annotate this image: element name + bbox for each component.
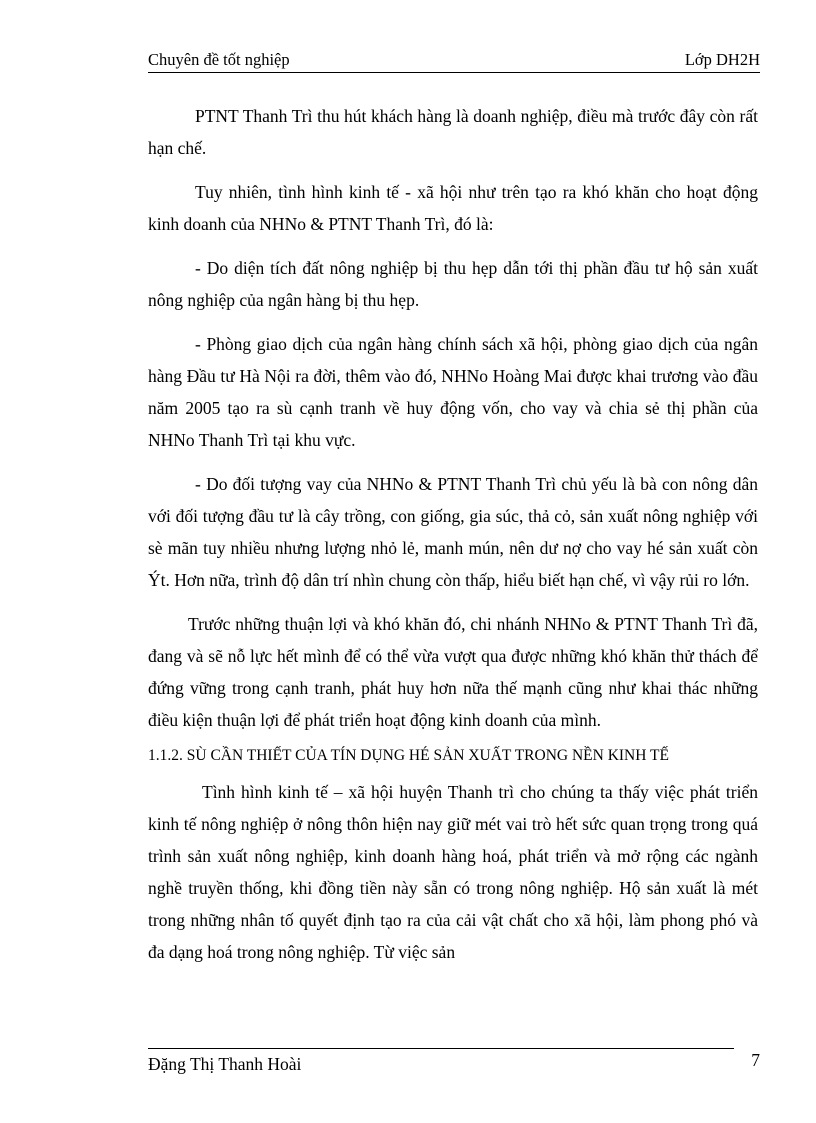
document-body bbox=[148, 100, 758, 980]
paragraph: PTNT Thanh Trì thu hút khách hàng là doanh nghiệp, điều mà trước đây còn rất hạn chế. bbox=[148, 106, 758, 158]
page-header bbox=[148, 50, 760, 73]
paragraph: - Do đối tượng vay của NHNo & PTNT Thanh Trì chủ yếu là bà con nông dân với đối tượng đầu tư là cây trồng, con giống, gia súc, thả cỏ, sản xuất nông nghiệp với sè mãn tuy nhiều nhưng lượng nhỏ lẻ, manh mún, nên dư nợ cho vay hé sản xuất còn Ýt. Hơn nữa, trình độ dân trí nhìn chung còn thấp, hiểu biết hạn chế, vì vậy rủi ro lớn. bbox=[148, 474, 758, 590]
section-heading: 1.1.2. SÙ CẦN THIẾT CỦA TÍN DỤNG HÉ SẢN XUẤT TRONG NỀN KINH TẾ bbox=[148, 747, 669, 764]
footer-divider bbox=[148, 1048, 734, 1049]
paragraph: - Phòng giao dịch của ngân hàng chính sách xã hội, phòng giao dịch của ngân hàng Đầu tư Hà Nội ra đời, thêm vào đó, NHNo Hoàng Mai được khai trương vào đầu năm 2005 tạo ra sù cạnh tranh về huy động vốn, cho vay và chia sẻ thị phần của NHNo Thanh Trì tại khu vực. bbox=[148, 334, 758, 450]
paragraph: Tuy nhiên, tình hình kinh tế - xã hội như trên tạo ra khó khăn cho hoạt động kinh doanh của NHNo & PTNT Thanh Trì, đó là: bbox=[148, 182, 758, 234]
footer-author: Đặng Thị Thanh Hoài bbox=[148, 1054, 302, 1074]
header-title: Chuyên đề tốt nghiệp bbox=[148, 50, 290, 69]
paragraph: Trước những thuận lợi và khó khăn đó, chi nhánh NHNo & PTNT Thanh Trì đã, đang và sẽ nỗ lực hết mình để có thể vừa vượt qua được những khó khăn thử thách để đứng vững trong cạnh tranh, phát huy hơn nữa thế mạnh cũng như khai thác những điều kiện thuận lợi để phát triển hoạt động kinh doanh của mình. bbox=[148, 614, 758, 730]
paragraph: Tình hình kinh tế – xã hội huyện Thanh trì cho chúng ta thấy việc phát triển kinh tế nông nghiệp ở nông thôn hiện nay giữ mét vai trò hết sức quan trọng trong quá trình sản xuất nông nghiệp, kinh doanh hàng hoá, phát triển và mở rộng các ngành nghề truyền thống, khi đồng tiền này sẵn có trong nông nghiệp. Hộ sản xuất là mét trong những nhân tố quyết định tạo ra của cải vật chất cho xã hội, làm phong phó và đa dạng hoá trong nông nghiệp. Từ việc sản bbox=[148, 782, 758, 962]
header-class: Lớp DH2H bbox=[684, 50, 760, 69]
paragraph: - Do diện tích đất nông nghiệp bị thu hẹp dẫn tới thị phần đầu tư hộ sản xuất nông nghiệp của ngân hàng bị thu hẹp. bbox=[148, 258, 758, 310]
page-number: 7 bbox=[751, 1050, 760, 1070]
page-footer bbox=[148, 1048, 760, 1078]
